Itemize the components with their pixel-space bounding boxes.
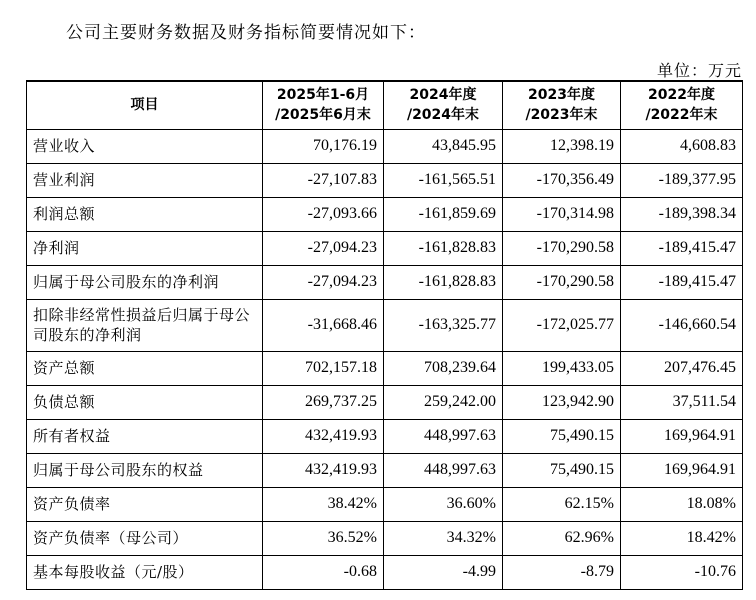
row-value: 18.42% (621, 521, 743, 555)
row-value: -8.79 (503, 555, 621, 589)
header-period-line1: 2022年度 (648, 87, 715, 104)
row-item-label: 资产负债率 (27, 487, 263, 521)
row-item-label: 扣除非经常性损益后归属于母公司股东的净利润 (27, 299, 263, 351)
row-value: -170,314.98 (503, 197, 621, 231)
row-value: 432,419.93 (263, 419, 384, 453)
header-period-2023 (503, 81, 621, 129)
header-period-line1: 2023年度 (528, 87, 595, 104)
row-item-label: 利润总额 (27, 197, 263, 231)
row-value: 448,997.63 (384, 419, 503, 453)
row-item-label: 基本每股收益（元/股） (27, 555, 263, 589)
header-period-line2: /2025年6月末 (275, 107, 371, 124)
row-value: -170,290.58 (503, 231, 621, 265)
table-row (27, 129, 743, 163)
row-item-label: 归属于母公司股东的净利润 (27, 265, 263, 299)
row-value: -172,025.77 (503, 299, 621, 351)
unit-label: 单位：万元 (656, 61, 742, 80)
row-value: 36.52% (263, 521, 384, 555)
row-value: 702,157.18 (263, 351, 384, 385)
table-header (27, 81, 743, 129)
table-row (27, 265, 743, 299)
row-value: -161,828.83 (384, 231, 503, 265)
row-value: 43,845.95 (384, 129, 503, 163)
row-value: -161,859.69 (384, 197, 503, 231)
row-value: 34.32% (384, 521, 503, 555)
table-row (27, 231, 743, 265)
row-value: -189,398.34 (621, 197, 743, 231)
row-item-label: 归属于母公司股东的权益 (27, 453, 263, 487)
intro-text: 公司主要财务数据及财务指标简要情况如下： (66, 23, 426, 43)
table-row (27, 487, 743, 521)
row-value: 36.60% (384, 487, 503, 521)
header-row (27, 81, 743, 129)
row-item-label: 营业收入 (27, 129, 263, 163)
row-item-label: 所有者权益 (27, 419, 263, 453)
row-value: -189,415.47 (621, 231, 743, 265)
row-value: 18.08% (621, 487, 743, 521)
row-value: 4,608.83 (621, 129, 743, 163)
row-value: -27,093.66 (263, 197, 384, 231)
row-value: 62.15% (503, 487, 621, 521)
header-period-line1: 2025年1-6月 (276, 87, 370, 104)
row-value: -161,828.83 (384, 265, 503, 299)
row-value: 169,964.91 (621, 419, 743, 453)
row-value: -27,107.83 (263, 163, 384, 197)
header-period-line2: /2022年末 (645, 107, 718, 124)
row-value: 75,490.15 (503, 419, 621, 453)
table-row (27, 163, 743, 197)
header-period-2022 (621, 81, 743, 129)
row-value: 708,239.64 (384, 351, 503, 385)
row-value: 70,176.19 (263, 129, 384, 163)
row-value: 12,398.19 (503, 129, 621, 163)
row-value: 123,942.90 (503, 385, 621, 419)
row-value: 169,964.91 (621, 453, 743, 487)
row-value: -189,377.95 (621, 163, 743, 197)
row-value: 75,490.15 (503, 453, 621, 487)
row-value: -189,415.47 (621, 265, 743, 299)
row-value: 207,476.45 (621, 351, 743, 385)
row-value: -146,660.54 (621, 299, 743, 351)
header-period-line2: /2024年末 (406, 107, 480, 124)
row-item-label: 净利润 (27, 231, 263, 265)
row-value: -170,356.49 (503, 163, 621, 197)
header-period-2025h1 (263, 81, 384, 129)
row-value: 448,997.63 (384, 453, 503, 487)
table-row (27, 385, 743, 419)
table-row (27, 453, 743, 487)
row-value: -4.99 (384, 555, 503, 589)
row-value: 432,419.93 (263, 453, 384, 487)
row-value: -161,565.51 (384, 163, 503, 197)
table-row (27, 555, 743, 589)
row-value: -27,094.23 (263, 231, 384, 265)
table-row (27, 299, 743, 351)
header-item: 项目 (27, 81, 263, 129)
header-period-line2: /2023年末 (525, 107, 598, 124)
row-value: -10.76 (621, 555, 743, 589)
table-row (27, 197, 743, 231)
row-value: 62.96% (503, 521, 621, 555)
row-value: 38.42% (263, 487, 384, 521)
row-item-label: 资产负债率（母公司） (27, 521, 263, 555)
row-value: -163,325.77 (384, 299, 503, 351)
header-period-line1: 2024年度 (409, 87, 477, 104)
table-row (27, 521, 743, 555)
row-value: -0.68 (263, 555, 384, 589)
row-value: 269,737.25 (263, 385, 384, 419)
row-value: 37,511.54 (621, 385, 743, 419)
header-period-2024 (384, 81, 503, 129)
row-value: -170,290.58 (503, 265, 621, 299)
row-item-label: 负债总额 (27, 385, 263, 419)
row-value: -27,094.23 (263, 265, 384, 299)
row-value: -31,668.46 (263, 299, 384, 351)
row-value: 259,242.00 (384, 385, 503, 419)
table-body (27, 129, 743, 589)
row-item-label: 营业利润 (27, 163, 263, 197)
table-row (27, 351, 743, 385)
table-row (27, 419, 743, 453)
row-item-label: 资产总额 (27, 351, 263, 385)
financial-summary-table (26, 80, 743, 590)
row-value: 199,433.05 (503, 351, 621, 385)
